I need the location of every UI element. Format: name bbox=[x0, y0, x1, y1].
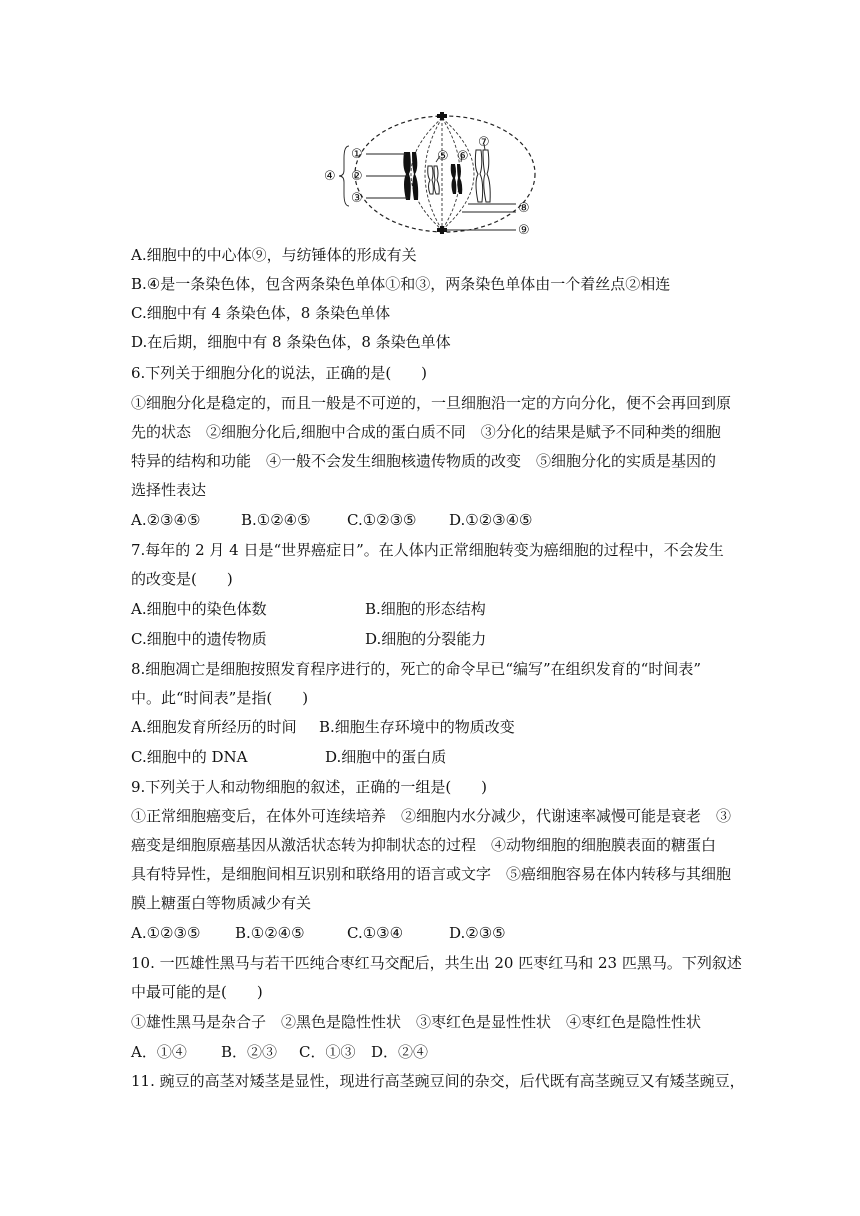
q7-option-b: B.细胞的形态结构 bbox=[365, 600, 486, 618]
label-2: ② bbox=[351, 169, 363, 184]
chromosome-white-large bbox=[475, 150, 490, 202]
q6-body-line-4: 选择性表达 bbox=[131, 481, 207, 499]
label-7: ⑦ bbox=[478, 135, 490, 150]
q6-body-line-3: 特异的结构和功能 ④一般不会发生细胞核遗传物质的改变 ⑤细胞分化的实质是基因的 bbox=[131, 452, 717, 470]
q5-option-b: B.④是一条染色体，包含两条染色单体①和③，两条染色单体由一个着丝点②相连 bbox=[131, 275, 671, 293]
q9-body-line-1: ①正常细胞癌变后，在体外可连续培养 ②细胞内水分减少，代谢速率减慢可能是衰老 ③ bbox=[131, 807, 732, 825]
q10-stem-line-1: 10. 一匹雄性黑马与若干匹纯合枣红马交配后，共生出 20 匹枣红马和 23 匹黑马。下列叙述 bbox=[131, 954, 742, 972]
q10-option-a: A．①④ bbox=[131, 1043, 187, 1061]
label-3: ③ bbox=[351, 191, 363, 206]
q7-option-a: A.细胞中的染色体数 bbox=[131, 600, 267, 618]
q9-option-d: D.②③⑤ bbox=[449, 924, 506, 942]
q6-option-d: D.①②③④⑤ bbox=[449, 511, 533, 529]
label-9: ⑨ bbox=[518, 223, 530, 238]
q10-option-b: B．②③ bbox=[221, 1043, 278, 1061]
q9-body-line-2: 癌变是细胞原癌基因从激活状态转为抑制状态的过程 ④动物细胞的细胞膜表面的糖蛋白 bbox=[131, 836, 717, 854]
label-1: ① bbox=[351, 147, 363, 162]
q8-option-d: D.细胞中的蛋白质 bbox=[325, 748, 447, 766]
q10-body: ①雄性黑马是杂合子 ②黑色是隐性性状 ③枣红色是显性性状 ④枣红色是隐性性状 bbox=[131, 1013, 702, 1031]
label-8: ⑧ bbox=[518, 201, 530, 216]
q10-option-d: D．②④ bbox=[371, 1043, 429, 1061]
q9-body-line-4: 膜上糖蛋白等物质减少有关 bbox=[131, 894, 312, 912]
q8-option-b: B.细胞生存环境中的物质改变 bbox=[319, 718, 515, 736]
q6-option-b: B.①②④⑤ bbox=[241, 511, 311, 529]
q6-option-a: A.②③④⑤ bbox=[131, 511, 201, 529]
cell-diagram bbox=[320, 108, 540, 240]
q8-option-c: C.细胞中的 DNA bbox=[131, 748, 248, 766]
q5-option-c: C.细胞中有 4 条染色体，8 条染色单体 bbox=[131, 304, 391, 322]
q10-stem-line-2: 中最可能的是( ) bbox=[131, 983, 263, 1001]
q8-stem-line-1: 8.细胞凋亡是细胞按照发育程序进行的，死亡的命令早已“编写”在组织发育的“时间表” bbox=[131, 660, 701, 678]
q5-option-a: A.细胞中的中心体⑨，与纺锤体的形成有关 bbox=[131, 246, 417, 264]
label-5: ⑤ bbox=[437, 149, 449, 164]
q5-option-d: D.在后期，细胞中有 8 条染色体，8 条染色单体 bbox=[131, 333, 451, 351]
q9-option-a: A.①②③⑤ bbox=[131, 924, 201, 942]
q10-option-c: C．①③ bbox=[299, 1043, 356, 1061]
q9-stem: 9.下列关于人和动物细胞的叙述，正确的一组是( ) bbox=[131, 778, 488, 796]
q6-stem: 6.下列关于细胞分化的说法，正确的是( ) bbox=[131, 364, 428, 382]
spindle-fibers bbox=[411, 118, 474, 230]
q9-option-b: B.①②④⑤ bbox=[235, 924, 305, 942]
q11-stem-line-1: 11. 豌豆的高茎对矮茎是显性，现进行高茎豌豆间的杂交，后代既有高茎豌豆又有矮茎豌豆， bbox=[131, 1072, 745, 1090]
cell-division-figure bbox=[320, 108, 540, 240]
q8-stem-line-2: 中。此“时间表”是指( ) bbox=[131, 689, 309, 707]
chromosome-white-small bbox=[428, 166, 440, 194]
q7-option-d: D.细胞的分裂能力 bbox=[365, 630, 487, 648]
q9-option-c: C.①③④ bbox=[347, 924, 404, 942]
q8-option-a: A.细胞发育所经历的时间 bbox=[131, 718, 297, 736]
chromosome-black-small bbox=[451, 164, 463, 194]
label-4: ④ bbox=[324, 169, 336, 184]
q7-option-c: C.细胞中的遗传物质 bbox=[131, 630, 267, 648]
cell-membrane bbox=[355, 116, 535, 232]
label-6: ⑥ bbox=[457, 149, 469, 164]
q6-body-line-1: ①细胞分化是稳定的，而且一般是不可逆的，一旦细胞沿一定的方向分化，便不会再回到原 bbox=[131, 394, 732, 412]
q6-body-line-2: 先的状态 ②细胞分化后,细胞中合成的蛋白质不同 ③分化的结果是赋予不同种类的细胞 bbox=[131, 423, 721, 441]
q9-body-line-3: 具有特异性，是细胞间相互识别和联络用的语言或文字 ⑤癌细胞容易在体内转移与其细胞 bbox=[131, 865, 732, 883]
q7-stem-line-1: 7.每年的 2 月 4 日是“世界癌症日”。在人体内正常细胞转变为癌细胞的过程中，不会发生 bbox=[131, 541, 724, 559]
q6-option-c: C.①②③⑤ bbox=[347, 511, 417, 529]
q7-stem-line-2: 的改变是( ) bbox=[131, 570, 233, 588]
